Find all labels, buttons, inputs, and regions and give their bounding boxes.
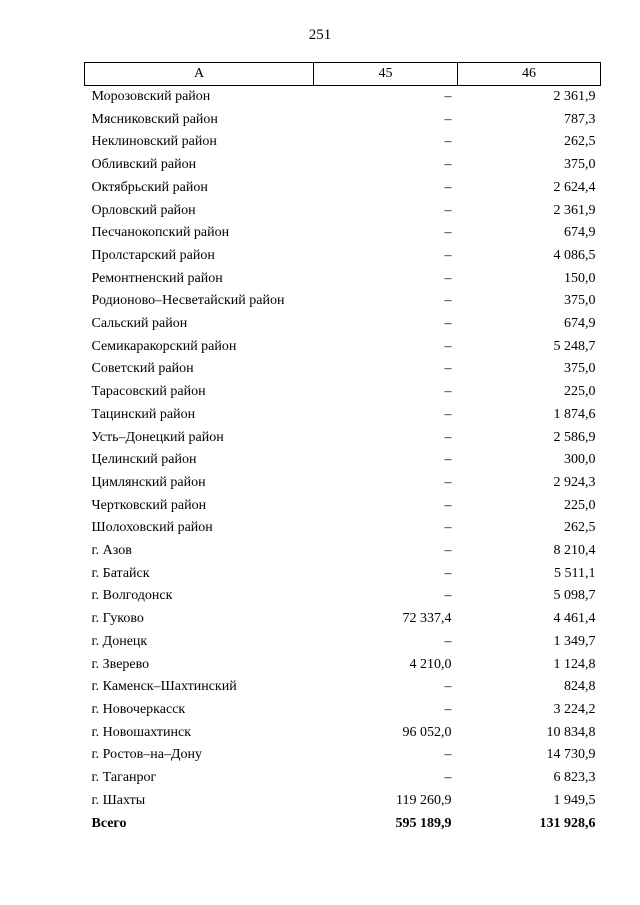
row-value-46-cell: 10 834,8: [546, 724, 596, 740]
row-value-46-cell: 2 361,9: [553, 202, 596, 218]
row-name-cell: Октябрьский район: [91, 179, 208, 195]
row-value-46-cell: 1 124,8: [553, 656, 596, 672]
row-name-cell: Целинский район: [91, 452, 197, 468]
row-value-46-cell: 225,0: [564, 497, 596, 513]
row-value-46-cell: 824,8: [564, 679, 596, 695]
table-row: [85, 744, 601, 767]
table-row: [85, 563, 601, 586]
row-value-45-cell: –: [444, 474, 452, 490]
row-value-45-cell: –: [444, 543, 452, 559]
table-row: [85, 608, 601, 631]
row-value-45-cell: –: [444, 520, 452, 536]
row-value-45-cell: –: [444, 679, 452, 695]
row-name-cell: г. Донецк: [91, 633, 148, 649]
row-name-cell: г. Гуково: [91, 611, 144, 627]
table-row: [85, 177, 601, 200]
row-name-cell: Тацинский район: [91, 406, 196, 422]
row-name-cell: г. Новошахтинск: [91, 724, 192, 740]
page-number: 251: [308, 27, 332, 43]
table-row: [85, 222, 601, 245]
row-value-46-cell: 2 924,3: [553, 474, 596, 490]
row-name-cell: Ремонтненский район: [91, 270, 223, 286]
column-header-a: А: [85, 63, 314, 86]
row-name-cell: Родионово–Несветайский район: [91, 293, 285, 309]
row-value-45-cell: 4 210,0: [409, 656, 452, 672]
row-value-45-cell: –: [444, 429, 452, 445]
row-value-46-cell: 674,9: [564, 225, 596, 241]
row-value-45-cell: 119 260,9: [396, 792, 452, 808]
table-row: [85, 585, 601, 608]
table-row: [85, 699, 601, 722]
row-value-45-cell: –: [444, 497, 452, 513]
row-value-45-cell: –: [444, 361, 452, 377]
row-name-cell: Пролстарский район: [91, 247, 215, 263]
row-value-45-cell: –: [444, 89, 452, 104]
row-value-45-cell: –: [444, 270, 452, 286]
row-name-cell: г. Азов: [91, 543, 132, 559]
table-row: [85, 790, 601, 813]
table-row: [85, 381, 601, 404]
row-value-46-cell: 2 624,4: [553, 179, 596, 195]
table-row: [85, 154, 601, 177]
table-row: [85, 86, 601, 109]
row-value-46-cell: 5 248,7: [553, 338, 596, 354]
row-name-cell: г. Зверево: [91, 656, 150, 672]
row-value-45-cell: –: [444, 770, 452, 786]
table-row: [85, 495, 601, 518]
row-value-45-cell: –: [444, 225, 452, 241]
column-header-45: 45: [314, 63, 458, 86]
row-value-46-cell: 5 098,7: [553, 588, 596, 604]
row-value-46-cell: 4 461,4: [553, 611, 596, 627]
table-row: [85, 722, 601, 745]
row-value-46-cell: 674,9: [564, 316, 596, 332]
row-value-45-cell: –: [444, 588, 452, 604]
row-value-46-cell: 8 210,4: [553, 543, 596, 559]
row-name-cell: г. Новочеркасск: [91, 701, 186, 717]
row-value-46-cell: 262,5: [564, 520, 596, 536]
row-name-cell: г. Каменск–Шахтинский: [91, 679, 237, 695]
row-value-45-cell: –: [444, 157, 452, 173]
row-name-cell: Советский район: [91, 361, 194, 377]
row-value-45-cell: 96 052,0: [402, 724, 452, 740]
row-value-46-cell: 787,3: [564, 111, 596, 127]
row-name-cell: г. Таганрог: [91, 770, 157, 786]
total-label-cell: Всего: [91, 815, 127, 831]
table-row: [85, 313, 601, 336]
row-name-cell: Мясниковский район: [91, 111, 218, 127]
row-value-45-cell: –: [444, 384, 452, 400]
row-value-46-cell: 150,0: [564, 270, 596, 286]
row-name-cell: Обливский район: [91, 157, 197, 173]
row-name-cell: Семикаракорский район: [91, 338, 237, 354]
row-name-cell: Тарасовский район: [91, 384, 206, 400]
row-name-cell: г. Ростов–на–Дону: [91, 747, 202, 763]
row-value-46-cell: 1 949,5: [553, 792, 596, 808]
row-value-45-cell: –: [444, 338, 452, 354]
row-name-cell: Песчанокопский район: [91, 225, 230, 241]
row-value-45-cell: –: [444, 202, 452, 218]
row-name-cell: Шолоховский район: [91, 520, 213, 536]
table-row: [85, 767, 601, 790]
row-name-cell: Орловский район: [91, 202, 196, 218]
table-row: [85, 268, 601, 291]
row-value-45-cell: –: [444, 293, 452, 309]
table-row: [85, 336, 601, 359]
row-value-45-cell: –: [444, 111, 452, 127]
table-row: [85, 358, 601, 381]
row-value-46-cell: 2 586,9: [553, 429, 596, 445]
table-row: [85, 427, 601, 450]
row-name-cell: Чертковский район: [91, 497, 207, 513]
row-value-46-cell: 1 349,7: [553, 633, 596, 649]
table-row: [85, 109, 601, 132]
row-value-46-cell: 3 224,2: [553, 701, 596, 717]
row-value-45-cell: –: [444, 247, 452, 263]
row-value-46-cell: 262,5: [564, 134, 596, 150]
table-row: [85, 131, 601, 154]
row-name-cell: Усть–Донецкий район: [91, 429, 224, 445]
table-row: [85, 290, 601, 313]
row-name-cell: г. Волгодонск: [91, 588, 173, 604]
table-row: [85, 540, 601, 563]
table-row: [85, 449, 601, 472]
row-value-45-cell: –: [444, 316, 452, 332]
row-value-46-cell: 375,0: [564, 361, 596, 377]
row-value-46-cell: 375,0: [564, 157, 596, 173]
row-value-46-cell: 6 823,3: [553, 770, 596, 786]
table-header-row: [85, 63, 601, 86]
row-value-45-cell: –: [444, 565, 452, 581]
row-value-46-cell: 5 511,1: [554, 565, 596, 581]
row-name-cell: Морозовский район: [91, 89, 211, 104]
table-row: [85, 676, 601, 699]
row-value-45-cell: –: [444, 179, 452, 195]
row-value-45-cell: –: [444, 452, 452, 468]
row-value-45-cell: –: [444, 633, 452, 649]
row-value-46-cell: 300,0: [564, 452, 596, 468]
table-row: [85, 200, 601, 223]
row-name-cell: Цимлянский район: [91, 474, 206, 490]
row-value-46-cell: 375,0: [564, 293, 596, 309]
row-name-cell: г. Батайск: [91, 565, 150, 581]
row-value-45-cell: –: [444, 134, 452, 150]
table-row: [85, 472, 601, 495]
total-row: [85, 813, 601, 836]
table-row: [85, 631, 601, 654]
table-row: [85, 245, 601, 268]
row-value-45-cell: 72 337,4: [402, 611, 452, 627]
total-value-45-cell: 595 189,9: [395, 815, 452, 831]
row-value-46-cell: 1 874,6: [553, 406, 596, 422]
row-value-46-cell: 14 730,9: [546, 747, 596, 763]
row-value-46-cell: 2 361,9: [553, 89, 596, 104]
row-name-cell: Неклиновский район: [91, 134, 217, 150]
budget-table: [84, 62, 601, 835]
total-value-46-cell: 131 928,6: [539, 815, 596, 831]
row-value-46-cell: 225,0: [564, 384, 596, 400]
table-row: [85, 654, 601, 677]
row-name-cell: г. Шахты: [91, 792, 146, 808]
table-row: [85, 517, 601, 540]
table-body: [85, 86, 601, 836]
row-value-46-cell: 4 086,5: [553, 247, 596, 263]
row-value-45-cell: –: [444, 747, 452, 763]
row-value-45-cell: –: [444, 406, 452, 422]
table-row: [85, 404, 601, 427]
row-name-cell: Сальский район: [91, 316, 188, 332]
column-header-46: 46: [458, 63, 601, 86]
row-value-45-cell: –: [444, 701, 452, 717]
